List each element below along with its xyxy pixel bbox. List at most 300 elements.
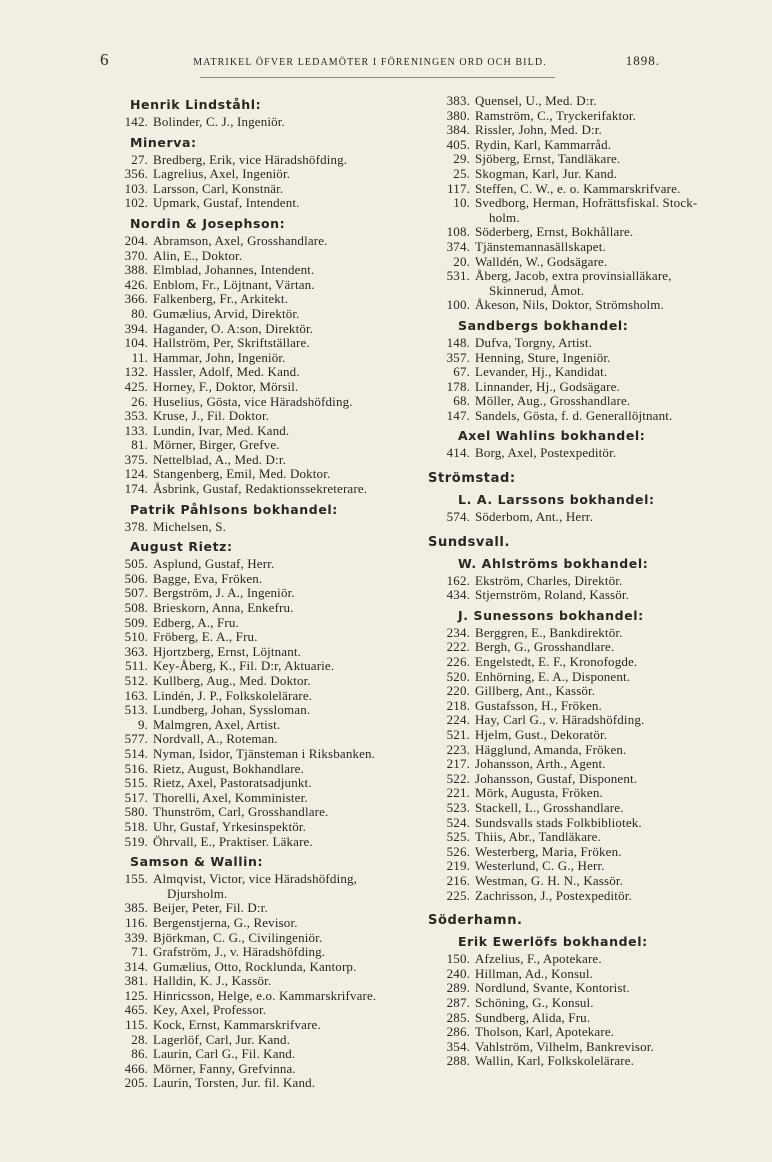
member-entry-continuation bbox=[428, 284, 748, 299]
member-number: 142. bbox=[124, 114, 148, 129]
member-entry bbox=[428, 152, 748, 167]
member-entry bbox=[428, 757, 748, 772]
member-number: 511. bbox=[125, 658, 148, 674]
member-number: 513. bbox=[124, 702, 148, 718]
member-entry bbox=[428, 772, 748, 787]
bookseller-heading: W. Ahlströms bokhandel: bbox=[458, 555, 649, 571]
member-entry bbox=[112, 167, 424, 182]
member-entry bbox=[112, 960, 424, 975]
member-number: 375. bbox=[124, 451, 148, 467]
member-entry bbox=[428, 109, 748, 124]
member-number: 102. bbox=[124, 195, 148, 211]
member-name: Nordvall, A., Roteman. bbox=[153, 731, 278, 747]
member-number: 221. bbox=[446, 785, 470, 801]
member-number: 222. bbox=[446, 639, 470, 655]
member-number: 509. bbox=[124, 614, 148, 630]
member-name: Westman, G. H. N., Kassör. bbox=[475, 872, 624, 888]
member-entry bbox=[112, 380, 424, 395]
member-number: 216. bbox=[446, 872, 470, 888]
header-year: 1898. bbox=[625, 53, 660, 68]
member-number: 67. bbox=[453, 364, 470, 380]
member-entry bbox=[112, 467, 424, 482]
member-entry bbox=[428, 225, 748, 240]
member-entry bbox=[112, 901, 424, 916]
member-entry bbox=[112, 336, 424, 351]
member-entry bbox=[112, 1033, 424, 1048]
city-heading: Strömstad: bbox=[428, 471, 516, 487]
bookseller-heading: Nordin & Josephson: bbox=[130, 215, 286, 231]
member-number: 354. bbox=[446, 1038, 470, 1054]
member-name: Öhrvall, E., Praktiser. Läkare. bbox=[153, 833, 313, 849]
member-entry bbox=[112, 292, 424, 307]
member-entry bbox=[112, 835, 424, 850]
member-number: 466. bbox=[124, 1060, 148, 1076]
member-number: 240. bbox=[446, 965, 470, 981]
member-entry bbox=[428, 845, 748, 860]
member-entry bbox=[428, 380, 748, 395]
bookseller-section bbox=[428, 607, 748, 903]
member-number: 28. bbox=[131, 1031, 148, 1047]
member-name: Åsbrink, Gustaf, Redaktionssekreterare. bbox=[153, 481, 368, 497]
member-name: Sundsvalls stads Folkbibliotek. bbox=[475, 814, 642, 830]
member-entry bbox=[112, 453, 424, 468]
member-entry bbox=[112, 872, 424, 887]
member-number: 116. bbox=[125, 914, 148, 930]
member-name: Elmblad, Johannes, Intendent. bbox=[153, 262, 315, 278]
member-entry bbox=[428, 801, 748, 816]
city-heading: Söderhamn. bbox=[428, 913, 523, 929]
member-entry bbox=[428, 510, 748, 525]
member-number: 314. bbox=[124, 958, 148, 974]
member-name: Lundin, Ivar, Med. Kand. bbox=[153, 422, 290, 438]
member-number: 405. bbox=[446, 136, 470, 152]
member-name: Hallström, Per, Skriftställare. bbox=[153, 335, 310, 351]
bookseller-section bbox=[112, 538, 424, 849]
member-number: 519. bbox=[124, 833, 148, 849]
member-entry bbox=[428, 588, 748, 603]
member-number: 217. bbox=[446, 756, 470, 772]
member-entry bbox=[112, 776, 424, 791]
member-number: 68. bbox=[453, 393, 470, 409]
member-name: Almqvist, Victor, vice Häradshöfding, bbox=[153, 871, 358, 887]
member-number: 226. bbox=[446, 654, 470, 670]
member-entry bbox=[112, 307, 424, 322]
member-name: Alin, E., Doktor. bbox=[153, 247, 243, 263]
member-name: Åkeson, Nils, Doktor, Strömsholm. bbox=[475, 297, 664, 313]
member-name: Hammar, John, Ingeniör. bbox=[153, 349, 286, 365]
bookseller-section bbox=[112, 501, 424, 535]
member-number: 115. bbox=[125, 1017, 148, 1033]
member-number: 117. bbox=[447, 180, 470, 196]
member-name: Söderbom, Ant., Herr. bbox=[475, 509, 593, 525]
member-entry bbox=[112, 762, 424, 777]
member-number: 150. bbox=[446, 951, 470, 967]
member-entry bbox=[112, 153, 424, 168]
member-entry bbox=[428, 123, 748, 138]
member-number: 383. bbox=[446, 93, 470, 108]
member-number: 381. bbox=[124, 973, 148, 989]
member-entry bbox=[112, 1018, 424, 1033]
member-name: Bagge, Eva, Fröken. bbox=[153, 570, 263, 586]
member-number: 580. bbox=[124, 804, 148, 820]
member-entry bbox=[428, 670, 748, 685]
member-number: 380. bbox=[446, 107, 470, 123]
member-number: 385. bbox=[124, 900, 148, 916]
member-name: Falkenberg, Fr., Arkitekt. bbox=[153, 291, 289, 307]
member-name: Hassler, Adolf, Med. Kand. bbox=[153, 364, 300, 380]
member-name: Rissler, John, Med. D:r. bbox=[475, 122, 602, 138]
member-entry bbox=[112, 916, 424, 931]
member-entry bbox=[112, 409, 424, 424]
member-name: Thunström, Carl, Grosshandlare. bbox=[153, 804, 329, 820]
member-number: 289. bbox=[446, 980, 470, 996]
bookseller-heading: Minerva: bbox=[130, 134, 197, 150]
member-entry bbox=[112, 424, 424, 439]
bookseller-section bbox=[428, 555, 748, 603]
member-number: 517. bbox=[124, 789, 148, 805]
member-number: 100. bbox=[446, 297, 470, 313]
bookseller-heading: Patrik Påhlsons bokhandel: bbox=[130, 501, 338, 517]
member-number: 80. bbox=[131, 305, 148, 321]
member-number: 523. bbox=[446, 799, 470, 815]
bookseller-heading: Henrik Lindståhl: bbox=[130, 97, 262, 112]
member-name: Enblom, Fr., Löjtnant, Värtan. bbox=[153, 276, 315, 292]
member-number: 225. bbox=[446, 887, 470, 903]
bookseller-heading: August Rietz: bbox=[130, 539, 233, 555]
member-name: Halldin, K. J., Kassör. bbox=[153, 973, 272, 989]
member-name: Asplund, Gustaf, Herr. bbox=[153, 556, 275, 572]
member-name: Westerberg, Maria, Fröken. bbox=[475, 843, 622, 859]
member-entry bbox=[428, 1025, 748, 1040]
member-number: 510. bbox=[124, 629, 148, 645]
member-name: Mörner, Fanny, Grefvinna. bbox=[153, 1060, 296, 1076]
member-entry bbox=[112, 945, 424, 960]
member-number: 363. bbox=[124, 643, 148, 659]
member-entry bbox=[428, 1054, 748, 1069]
member-entry bbox=[428, 409, 748, 424]
member-entry bbox=[112, 249, 424, 264]
member-name: Abramson, Axel, Grosshandlare. bbox=[153, 232, 328, 248]
member-number: 104. bbox=[124, 335, 148, 351]
bookseller-section bbox=[112, 853, 424, 1091]
bookseller-section bbox=[428, 317, 748, 424]
member-number: 512. bbox=[124, 673, 148, 688]
member-number: 515. bbox=[124, 775, 148, 791]
continued-entries bbox=[428, 94, 748, 313]
member-entry bbox=[112, 351, 424, 366]
member-name: Gustafsson, H., Fröken. bbox=[475, 697, 602, 713]
member-entry bbox=[112, 438, 424, 453]
member-entry bbox=[112, 732, 424, 747]
member-entry bbox=[112, 630, 424, 645]
member-name-continued: Skinnerud, Åmot. bbox=[489, 282, 585, 298]
member-number: 526. bbox=[446, 843, 470, 859]
member-name: Åberg, Jacob, extra provinsialläkare, bbox=[475, 268, 672, 284]
member-name: Michelsen, S. bbox=[153, 518, 227, 534]
member-entry bbox=[428, 1011, 748, 1026]
member-number: 388. bbox=[124, 262, 148, 278]
member-name: Lagrelius, Axel, Ingeniör. bbox=[153, 166, 291, 182]
member-number: 521. bbox=[446, 727, 470, 742]
member-entry bbox=[428, 981, 748, 996]
member-name: Larsson, Carl, Konstnär. bbox=[153, 180, 284, 196]
member-entry bbox=[112, 115, 424, 130]
member-number: 366. bbox=[124, 291, 148, 307]
member-entry bbox=[428, 351, 748, 366]
member-number: 27. bbox=[131, 151, 148, 167]
member-entry bbox=[112, 196, 424, 211]
member-name: Lindén, J. P., Folkskolelärare. bbox=[153, 687, 313, 703]
member-entry bbox=[112, 586, 424, 601]
member-number: 125. bbox=[124, 987, 148, 1003]
member-name: Borg, Axel, Postexpeditör. bbox=[475, 445, 617, 461]
member-name: Söderberg, Ernst, Bokhållare. bbox=[475, 224, 634, 240]
member-number: 522. bbox=[446, 770, 470, 786]
member-name: Upmark, Gustaf, Intendent. bbox=[153, 195, 300, 211]
member-entry bbox=[428, 394, 748, 409]
member-entry bbox=[428, 684, 748, 699]
member-number: 287. bbox=[446, 994, 470, 1010]
member-number: 11. bbox=[131, 349, 148, 365]
member-name: Hay, Carl G., v. Häradshöfding. bbox=[475, 712, 645, 728]
member-entry bbox=[112, 601, 424, 616]
bookseller-section bbox=[112, 134, 424, 211]
member-name: Walldén, W., Godsägare. bbox=[475, 253, 608, 269]
member-name: Kruse, J., Fil. Doktor. bbox=[153, 408, 270, 424]
member-name: Lundberg, Johan, Syssloman. bbox=[153, 702, 311, 718]
member-entry bbox=[428, 182, 748, 197]
member-entry bbox=[428, 874, 748, 889]
member-number: 29. bbox=[453, 151, 470, 167]
member-name: Bergenstjerna, G., Revisor. bbox=[153, 914, 298, 930]
member-entry bbox=[112, 1062, 424, 1077]
member-name: Hagander, O. A:son, Direktör. bbox=[153, 320, 314, 336]
member-entry bbox=[112, 1047, 424, 1062]
member-entry bbox=[112, 365, 424, 380]
member-entry bbox=[112, 557, 424, 572]
member-name: Brieskorn, Anna, Enkefru. bbox=[153, 600, 294, 616]
member-number: 577. bbox=[124, 731, 148, 747]
member-entry bbox=[428, 728, 748, 743]
member-entry bbox=[428, 859, 748, 874]
member-number: 147. bbox=[446, 407, 470, 423]
member-number: 525. bbox=[446, 829, 470, 845]
member-entry bbox=[428, 996, 748, 1011]
member-name: Skogman, Karl, Jur. Kand. bbox=[475, 165, 618, 181]
member-name: Möller, Aug., Grosshandlare. bbox=[475, 393, 631, 409]
member-entry bbox=[112, 278, 424, 293]
member-name: Ekström, Charles, Direktör. bbox=[475, 572, 623, 588]
member-name: Rietz, Axel, Pastoratsadjunkt. bbox=[153, 775, 312, 791]
bookseller-heading: Erik Ewerlöfs bokhandel: bbox=[458, 934, 648, 950]
member-number: 384. bbox=[446, 122, 470, 138]
member-number: 506. bbox=[124, 570, 148, 586]
member-number: 414. bbox=[446, 445, 470, 461]
member-entry bbox=[428, 336, 748, 351]
member-entry bbox=[112, 989, 424, 1004]
member-number: 508. bbox=[124, 600, 148, 616]
member-entry bbox=[112, 395, 424, 410]
right-column bbox=[428, 94, 748, 1073]
member-number: 218. bbox=[446, 697, 470, 713]
member-number: 71. bbox=[131, 944, 148, 960]
member-name: Tholson, Karl, Apotekare. bbox=[475, 1024, 615, 1040]
member-name: Sjöberg, Ernst, Tandläkare. bbox=[475, 151, 621, 167]
member-name: Huselius, Gösta, vice Häradshöfding. bbox=[153, 393, 353, 409]
member-name: Thorelli, Axel, Komminister. bbox=[153, 789, 308, 805]
member-name: Sundberg, Alida, Fru. bbox=[475, 1009, 591, 1025]
bookseller-heading: Sandbergs bokhandel: bbox=[458, 317, 629, 333]
member-entry bbox=[112, 520, 424, 535]
member-name: Linnander, Hj., Godsägare. bbox=[475, 378, 620, 394]
member-number: 524. bbox=[446, 814, 470, 830]
member-entry bbox=[428, 255, 748, 270]
member-number: 285. bbox=[446, 1009, 470, 1025]
member-entry bbox=[428, 816, 748, 831]
member-number: 155. bbox=[124, 871, 148, 887]
member-name: Schöning, G., Konsul. bbox=[475, 994, 594, 1010]
member-entry bbox=[112, 234, 424, 249]
member-number: 25. bbox=[453, 165, 470, 181]
member-name: Laurin, Torsten, Jur. fil. Kand. bbox=[153, 1075, 316, 1091]
member-number: 178. bbox=[446, 378, 470, 394]
member-entry bbox=[112, 182, 424, 197]
member-entry bbox=[428, 830, 748, 845]
member-entry bbox=[428, 713, 748, 728]
member-name: Key, Axel, Professor. bbox=[153, 1002, 267, 1018]
member-entry bbox=[112, 703, 424, 718]
member-name-continued: Djursholm. bbox=[167, 885, 228, 901]
member-entry bbox=[112, 747, 424, 762]
bookseller-section bbox=[112, 215, 424, 497]
member-name: Westerlund, C. G., Herr. bbox=[475, 858, 605, 874]
member-number: 465. bbox=[124, 1002, 148, 1018]
member-number: 516. bbox=[124, 760, 148, 776]
member-number: 514. bbox=[124, 745, 148, 761]
member-name: Lagerlöf, Carl, Jur. Kand. bbox=[153, 1031, 291, 1047]
member-name: Björkman, C. G., Civilingeniör. bbox=[153, 929, 323, 945]
member-name: Dufva, Torgny, Artist. bbox=[475, 334, 592, 350]
bookseller-section bbox=[428, 427, 748, 461]
member-entry bbox=[112, 791, 424, 806]
member-name: Stackell, L., Grosshandlare. bbox=[475, 799, 624, 815]
member-number: 520. bbox=[446, 668, 470, 684]
member-name: Rietz, August, Bokhandlare. bbox=[153, 760, 304, 776]
member-entry bbox=[428, 365, 748, 380]
entry-indent bbox=[112, 887, 153, 902]
member-entry bbox=[428, 1040, 748, 1055]
member-name: Stangenberg, Emil, Med. Doktor. bbox=[153, 466, 331, 482]
member-name-continued: holm. bbox=[489, 209, 520, 225]
bookseller-section bbox=[112, 96, 424, 130]
member-name: Enhörning, E. A., Disponent. bbox=[475, 668, 631, 684]
member-number: 174. bbox=[124, 481, 148, 497]
member-number: 507. bbox=[124, 585, 148, 601]
member-entry bbox=[428, 298, 748, 313]
left-column bbox=[112, 94, 424, 1095]
member-entry bbox=[428, 446, 748, 461]
entry-indent bbox=[428, 211, 475, 226]
member-number: 370. bbox=[124, 247, 148, 263]
member-entry bbox=[428, 786, 748, 801]
page-number: 6 bbox=[100, 50, 109, 69]
member-name: Berggren, E., Bankdirektör. bbox=[475, 624, 623, 640]
member-entry bbox=[428, 967, 748, 982]
bookseller-section bbox=[428, 491, 748, 525]
member-number: 132. bbox=[124, 364, 148, 380]
member-number: 20. bbox=[453, 253, 470, 269]
member-entry bbox=[112, 322, 424, 337]
member-name: Bredberg, Erik, vice Häradshöfding. bbox=[153, 151, 348, 167]
member-entry bbox=[112, 263, 424, 278]
member-number: 224. bbox=[446, 712, 470, 728]
member-name: Hillman, Ad., Konsul. bbox=[475, 965, 593, 981]
member-number: 434. bbox=[446, 587, 470, 603]
member-entry bbox=[112, 482, 424, 497]
member-number: 426. bbox=[124, 276, 148, 292]
member-name: Key-Åberg, K., Fil. D:r, Aktuarie. bbox=[153, 658, 335, 674]
member-name: Hinricsson, Helge, e.o. Kammarskrifvare. bbox=[153, 987, 377, 1003]
member-number: 339. bbox=[124, 929, 148, 945]
member-name: Steffen, C. W., e. o. Kammarskrifvare. bbox=[475, 180, 681, 196]
member-name: Ramström, C., Tryckerifaktor. bbox=[475, 107, 637, 123]
member-number: 357. bbox=[446, 349, 470, 365]
member-entry bbox=[112, 931, 424, 946]
member-name: Engelstedt, E. F., Kronofogde. bbox=[475, 654, 638, 670]
member-entry bbox=[428, 655, 748, 670]
member-entry bbox=[112, 1003, 424, 1018]
member-number: 223. bbox=[446, 741, 470, 757]
member-number: 574. bbox=[446, 509, 470, 525]
member-name: Levander, Hj., Kandidat. bbox=[475, 364, 608, 380]
member-name: Uhr, Gustaf, Yrkesinspektör. bbox=[153, 818, 307, 834]
member-number: 108. bbox=[446, 224, 470, 240]
member-entry bbox=[428, 138, 748, 153]
member-entry bbox=[112, 572, 424, 587]
member-number: 86. bbox=[131, 1046, 148, 1062]
member-entry bbox=[112, 718, 424, 733]
member-name: Gumælius, Otto, Rocklunda, Kantorp. bbox=[153, 958, 357, 974]
bookseller-heading: Axel Wahlins bokhandel: bbox=[458, 428, 646, 444]
member-name: Hjortzberg, Ernst, Löjtnant. bbox=[153, 643, 302, 659]
member-name: Bolinder, C. J., Ingeniör. bbox=[153, 114, 285, 129]
member-number: 10. bbox=[453, 195, 470, 211]
member-number: 148. bbox=[446, 334, 470, 350]
member-number: 425. bbox=[124, 378, 148, 394]
city-heading: Sundsvall. bbox=[428, 534, 511, 550]
member-name: Bergh, G., Grosshandlare. bbox=[475, 639, 615, 655]
bookseller-section bbox=[428, 933, 748, 1069]
member-number: 518. bbox=[124, 818, 148, 834]
member-name: Stjernström, Roland, Kassör. bbox=[475, 587, 630, 603]
member-entry bbox=[112, 1076, 424, 1091]
member-entry bbox=[428, 640, 748, 655]
member-number: 220. bbox=[446, 683, 470, 699]
member-name: Gillberg, Ant., Kassör. bbox=[475, 683, 596, 699]
member-entry-continuation bbox=[428, 211, 748, 226]
member-name: Gumælius, Arvid, Direktör. bbox=[153, 305, 300, 321]
member-entry bbox=[112, 674, 424, 689]
member-number: 288. bbox=[446, 1053, 470, 1069]
member-number: 9. bbox=[137, 716, 148, 732]
member-entry bbox=[112, 659, 424, 674]
member-entry bbox=[428, 699, 748, 714]
member-entry bbox=[428, 269, 748, 284]
member-name: Johansson, Gustaf, Disponent. bbox=[475, 770, 638, 786]
bookseller-heading: L. A. Larssons bokhandel: bbox=[458, 492, 655, 508]
member-name: Beijer, Peter, Fil. D:r. bbox=[153, 900, 268, 916]
member-entry bbox=[112, 974, 424, 989]
